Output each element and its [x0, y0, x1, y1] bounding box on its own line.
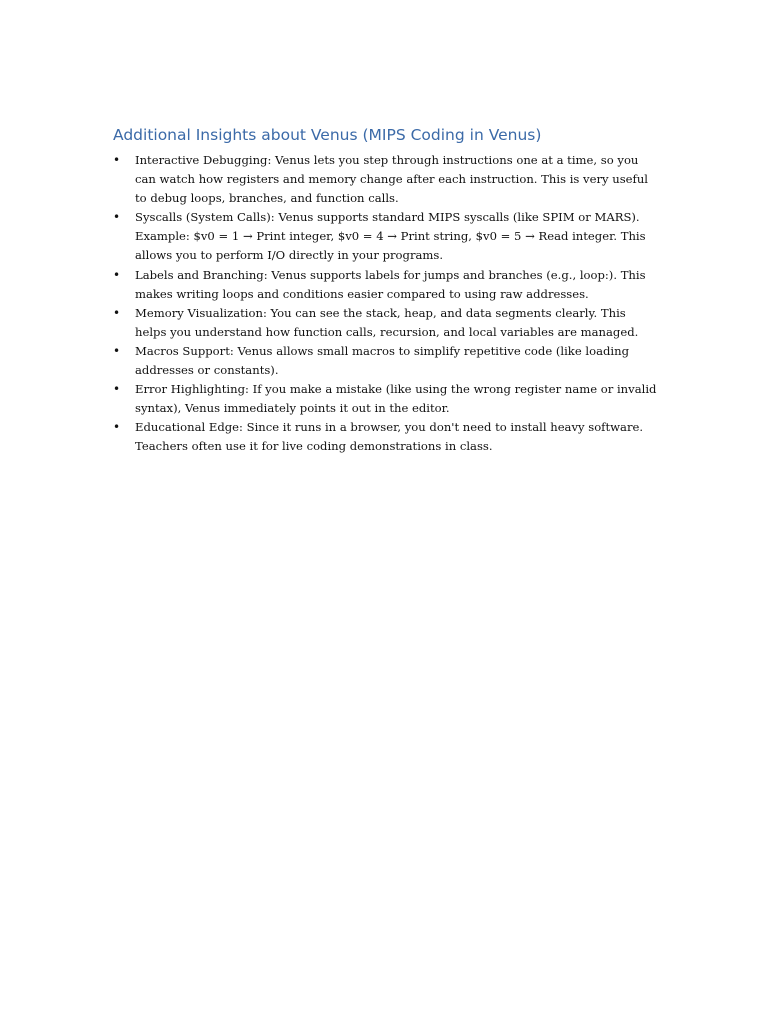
bullet-icon: •	[113, 305, 121, 320]
list-item	[113, 304, 658, 342]
list-item	[113, 342, 658, 380]
list-item-text: Syscalls (System Calls): Venus supports standard MIPS syscalls (like SPIM or MARS). Example: $v0 = 1 → Print integer, $v0 = 4 → Print string, $v0 = 5 → Read integer. This allows you to perform I/O directly in your programs.	[135, 210, 646, 263]
list-item	[113, 208, 658, 265]
bullet-icon: •	[113, 153, 121, 167]
list-item-text: Memory Visualization: You can see the stack, heap, and data segments clearly. This helps you understand how function calls, recursion, and local variables are managed.	[135, 305, 639, 339]
bullet-icon: •	[113, 420, 121, 435]
list-item-text: Interactive Debugging: Venus lets you step through instructions one at a time, so you can watch how registers and memory change after each instruction. This is very useful to debug loops, branches, and function calls.	[135, 153, 648, 206]
bullet-list	[113, 151, 658, 457]
bullet-icon: •	[113, 382, 121, 397]
list-item-text: Educational Edge: Since it runs in a browser, you don't need to install heavy software. Teachers often use it for live coding demonstrations in class.	[135, 420, 644, 454]
bullet-icon: •	[113, 267, 121, 282]
document-body	[113, 124, 658, 457]
list-item-text: Error Highlighting: If you make a mistake (like using the wrong register name or invalid syntax), Venus immediately points it out in the editor.	[135, 382, 657, 416]
list-item	[113, 380, 658, 418]
bullet-icon: •	[113, 343, 121, 358]
list-item-text: Macros Support: Venus allows small macros to simplify repetitive code (like loading addresses or constants).	[135, 343, 630, 378]
list-item	[113, 418, 658, 456]
list-item	[113, 151, 658, 208]
section-heading: Additional Insights about Venus (MIPS Coding in Venus)	[113, 126, 542, 144]
list-item	[113, 266, 658, 304]
list-item-text: Labels and Branching: Venus supports labels for jumps and branches (e.g., loop:). This makes writing loops and conditions easier compared to using raw addresses.	[135, 267, 646, 301]
bullet-icon: •	[113, 210, 121, 225]
